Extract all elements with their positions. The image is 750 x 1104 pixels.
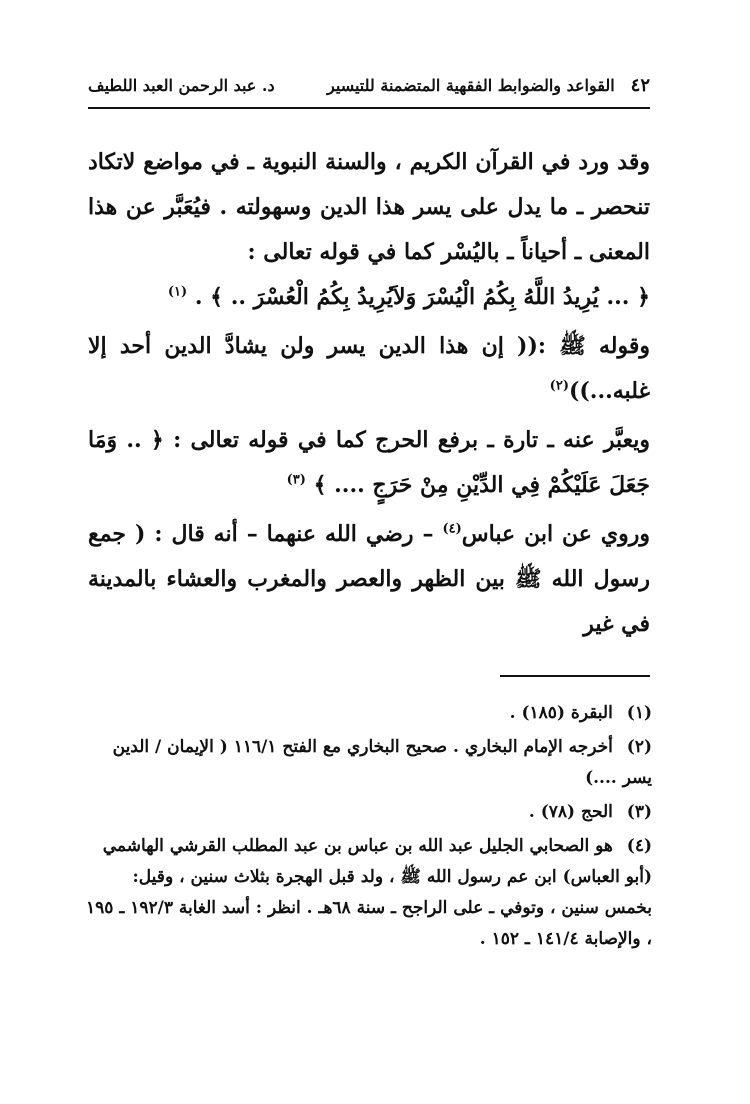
- footnote-3: [80, 797, 652, 828]
- footnote-rule: [500, 675, 650, 677]
- paragraph-4: [88, 512, 650, 647]
- paragraph-4-text-a: وروي عن ابن عباس: [461, 521, 650, 547]
- footnote-ref-2: (٢): [549, 378, 569, 394]
- footnote-3-number: (٣): [626, 802, 652, 822]
- footnotes: [80, 698, 652, 958]
- paragraph-2: [88, 324, 650, 414]
- author-name: د. عبد الرحمن العبد اللطيف: [88, 75, 275, 95]
- paragraph-3: [88, 418, 650, 508]
- paragraph-3-text: ويعبَّر عنه ـ تارة ـ برفع الحرج كما في قوله تعالى :: [173, 427, 651, 453]
- quran-verse-1: ﴿ ... يُرِيدُ اللَّهُ بِكُمُ الْيُسْرَ وَلاَيُرِيدُ بِكُمُ الْعُسْرَ .. ﴾ .: [194, 284, 650, 310]
- footnote-ref-3: (٣): [286, 472, 306, 488]
- running-header: [88, 70, 650, 100]
- footnote-4-text: هو الصحابي الجليل عبد الله بن عباس بن عبد المطلب القرشي الهاشمي (أبو العباس) ابن عم رسول الله ﷺ ، ولد قبل الهجرة بثلاث سنين ، وقيل: بخمس سنين ، وتوفي ـ على الراجح ـ سنة ٦٨هـ . انظر : أسد الغابة ١٩٢/٣ ـ ١٩٥ ، والإصابة ١٤١/٤ ـ ١٥٢ .: [86, 836, 652, 949]
- book-title: القواعد والضوابط الفقهية المتضمنة للتيسير: [327, 75, 615, 95]
- footnote-ref-1: (١): [167, 284, 188, 300]
- footnote-2: [80, 732, 652, 794]
- footnote-1: [80, 698, 652, 729]
- quran-verse-2: ﴿ .. وَمَا جَعَلَ عَلَيْكُمْ فِي الدِّيْنِ مِنْ حَرَجٍ .... ﴾: [88, 427, 650, 498]
- page-number: ٤٢: [630, 74, 650, 96]
- paragraph-4-text-b: – رضي الله عنهما – أنه قال : ( جمع رسول الله ﷺ بين الظهر والعصر والمغرب والعشاء بالمدينة في غير: [88, 521, 650, 637]
- header-rule: [88, 107, 650, 109]
- header-right: [327, 75, 650, 96]
- paragraph-1: [88, 140, 650, 320]
- footnote-4: [80, 831, 652, 955]
- hadith-text: وقوله ﷺ :(( إن هذا الدين يسر ولن يشادَّ الدين أحد إلا غلبه...)): [88, 333, 650, 404]
- footnote-3-text: الحج (٧٨) .: [528, 802, 613, 822]
- footnote-1-text: البقرة (١٨٥) .: [509, 703, 613, 723]
- footnote-1-number: (١): [626, 703, 652, 723]
- footnote-2-number: (٢): [626, 737, 652, 757]
- main-text: [88, 140, 650, 651]
- footnote-2-text: أخرجه الإمام البخاري . صحيح البخاري مع الفتح ١١٦/١ ( الإيمان / الدين يسر ....): [112, 737, 652, 788]
- paragraph-1-text: وقد ورد في القرآن الكريم ، والسنة النبوية ـ في مواضع لاتكاد تنحصر ـ ما يدل على يسر هذا الدين وسهولته . فيُعَبَّر عن هذا المعنى ـ أحياناً ـ باليُسْر كما في قوله تعالى :: [88, 149, 650, 265]
- footnote-4-number: (٤): [626, 836, 652, 856]
- footnote-ref-4: (٤): [442, 521, 462, 537]
